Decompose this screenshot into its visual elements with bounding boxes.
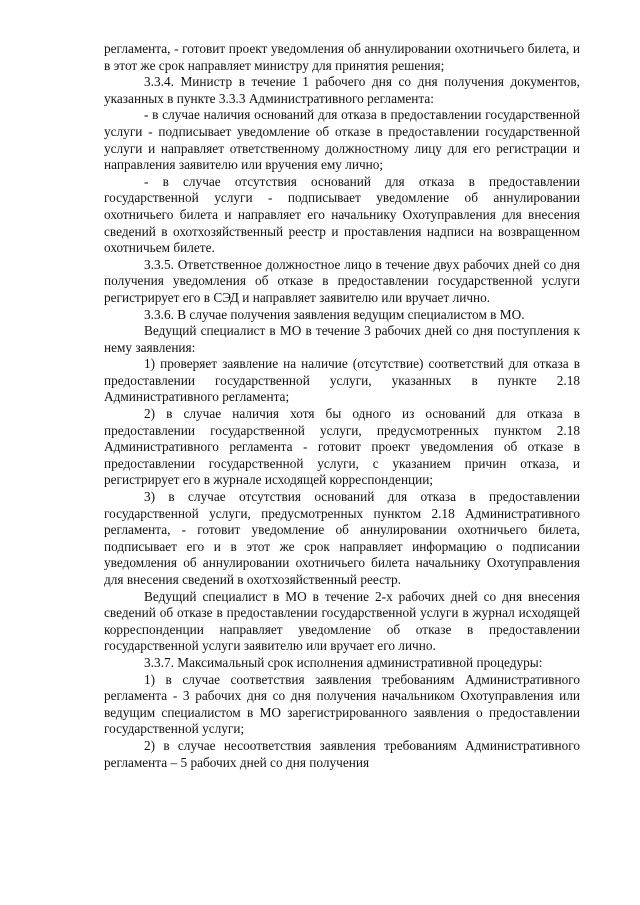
list-item-2: 2) в случае наличия хотя бы одного из оснований для отказа в предоставлении государственной услуги, предусмотренных пунктом 2.18 Административного регламента - готовит проект уведомления об отказе в предоставлении государственной услуги, с указанием причин отказа, и регистрирует его в журнале исходящей корреспонденции; (104, 406, 580, 488)
paragraph-specialist-duties: Ведущий специалист в МО в течение 3 рабочих дней со дня поступления к нему заявления: (104, 323, 580, 355)
list-item-1: 1) проверяет заявление на наличие (отсутствие) соответствий для отказа в предоставлении государственной услуги, указанных в пункте 2.18 Административного регламента; (104, 356, 580, 405)
paragraph-3-3-5: 3.3.5. Ответственное должностное лицо в течение двух рабочих дней со дня получения уведомления об отказе в предоставлении государственной услуги регистрирует его в СЭД и направляет заявителю или вручает лично. (104, 256, 580, 305)
list-item-deadline-1: 1) в случае соответствия заявления требованиям Административного регламента - 3 рабочих дня со дня получения начальником Охотуправления или ведущим специалистом в МО зарегистрированного заявления о предоставлении государственной услуги; (104, 671, 580, 737)
paragraph-3-3-6: 3.3.6. В случае получения заявления ведущим специалистом в МО. (144, 306, 525, 322)
list-item-deadline-2: 2) в случае несоответствия заявления требованиям Административного регламента – 5 рабочих дней со дня получения (104, 737, 580, 770)
paragraph-annulment-case: - в случае отсутствия оснований для отказа в предоставлении государственной услуги - подписывает уведомление об аннулировании охотничьего билета и направляет его начальнику Охотуправления для внесения сведений в охотхозяйственный реестр и проставления надписи на возвращенном охотничьем билете. (104, 173, 580, 256)
paragraph-continuation: регламента, - готовит проект уведомления об аннулировании охотничьего билета, и в этот же срок направляет министру для принятия решения; (104, 41, 580, 73)
paragraph-specialist-notification: Ведущий специалист в МО в течение 2-х рабочих дней со дня внесения сведений об отказе в предоставлении государственной услуги в журнал исходящей корреспонденции направляет уведомление об отказе в предоставлении государственной услуги заявителю или вручает его лично. (104, 588, 580, 654)
document-page (104, 41, 580, 771)
paragraph-3-3-4: 3.3.4. Министр в течение 1 рабочего дня со дня получения документов, указанных в пункте 3.3.3 Административного регламента: (104, 74, 580, 106)
list-item-3: 3) в случае отсутствия оснований для отказа в предоставлении государственной услуги, предусмотренных пунктом 2.18 Административного регламента, - готовит уведомление об аннулировании охотничьего билета, подписывает его и в этот же срок направляет информацию о подписании уведомления об аннулировании охотничьего билета начальнику Охотуправления для внесения сведений в охотхозяйственный реестр. (104, 489, 580, 587)
paragraph-refusal-case: - в случае наличия оснований для отказа в предоставлении государственной услуги - подписывает уведомление об отказе в предоставлении государственной услуги и направляет ответственному должностному лицу для его регистрации и направления заявителю или вручения ему лично; (104, 107, 580, 173)
paragraph-3-3-7: 3.3.7. Максимальный срок исполнения административной процедуры: (144, 654, 543, 670)
